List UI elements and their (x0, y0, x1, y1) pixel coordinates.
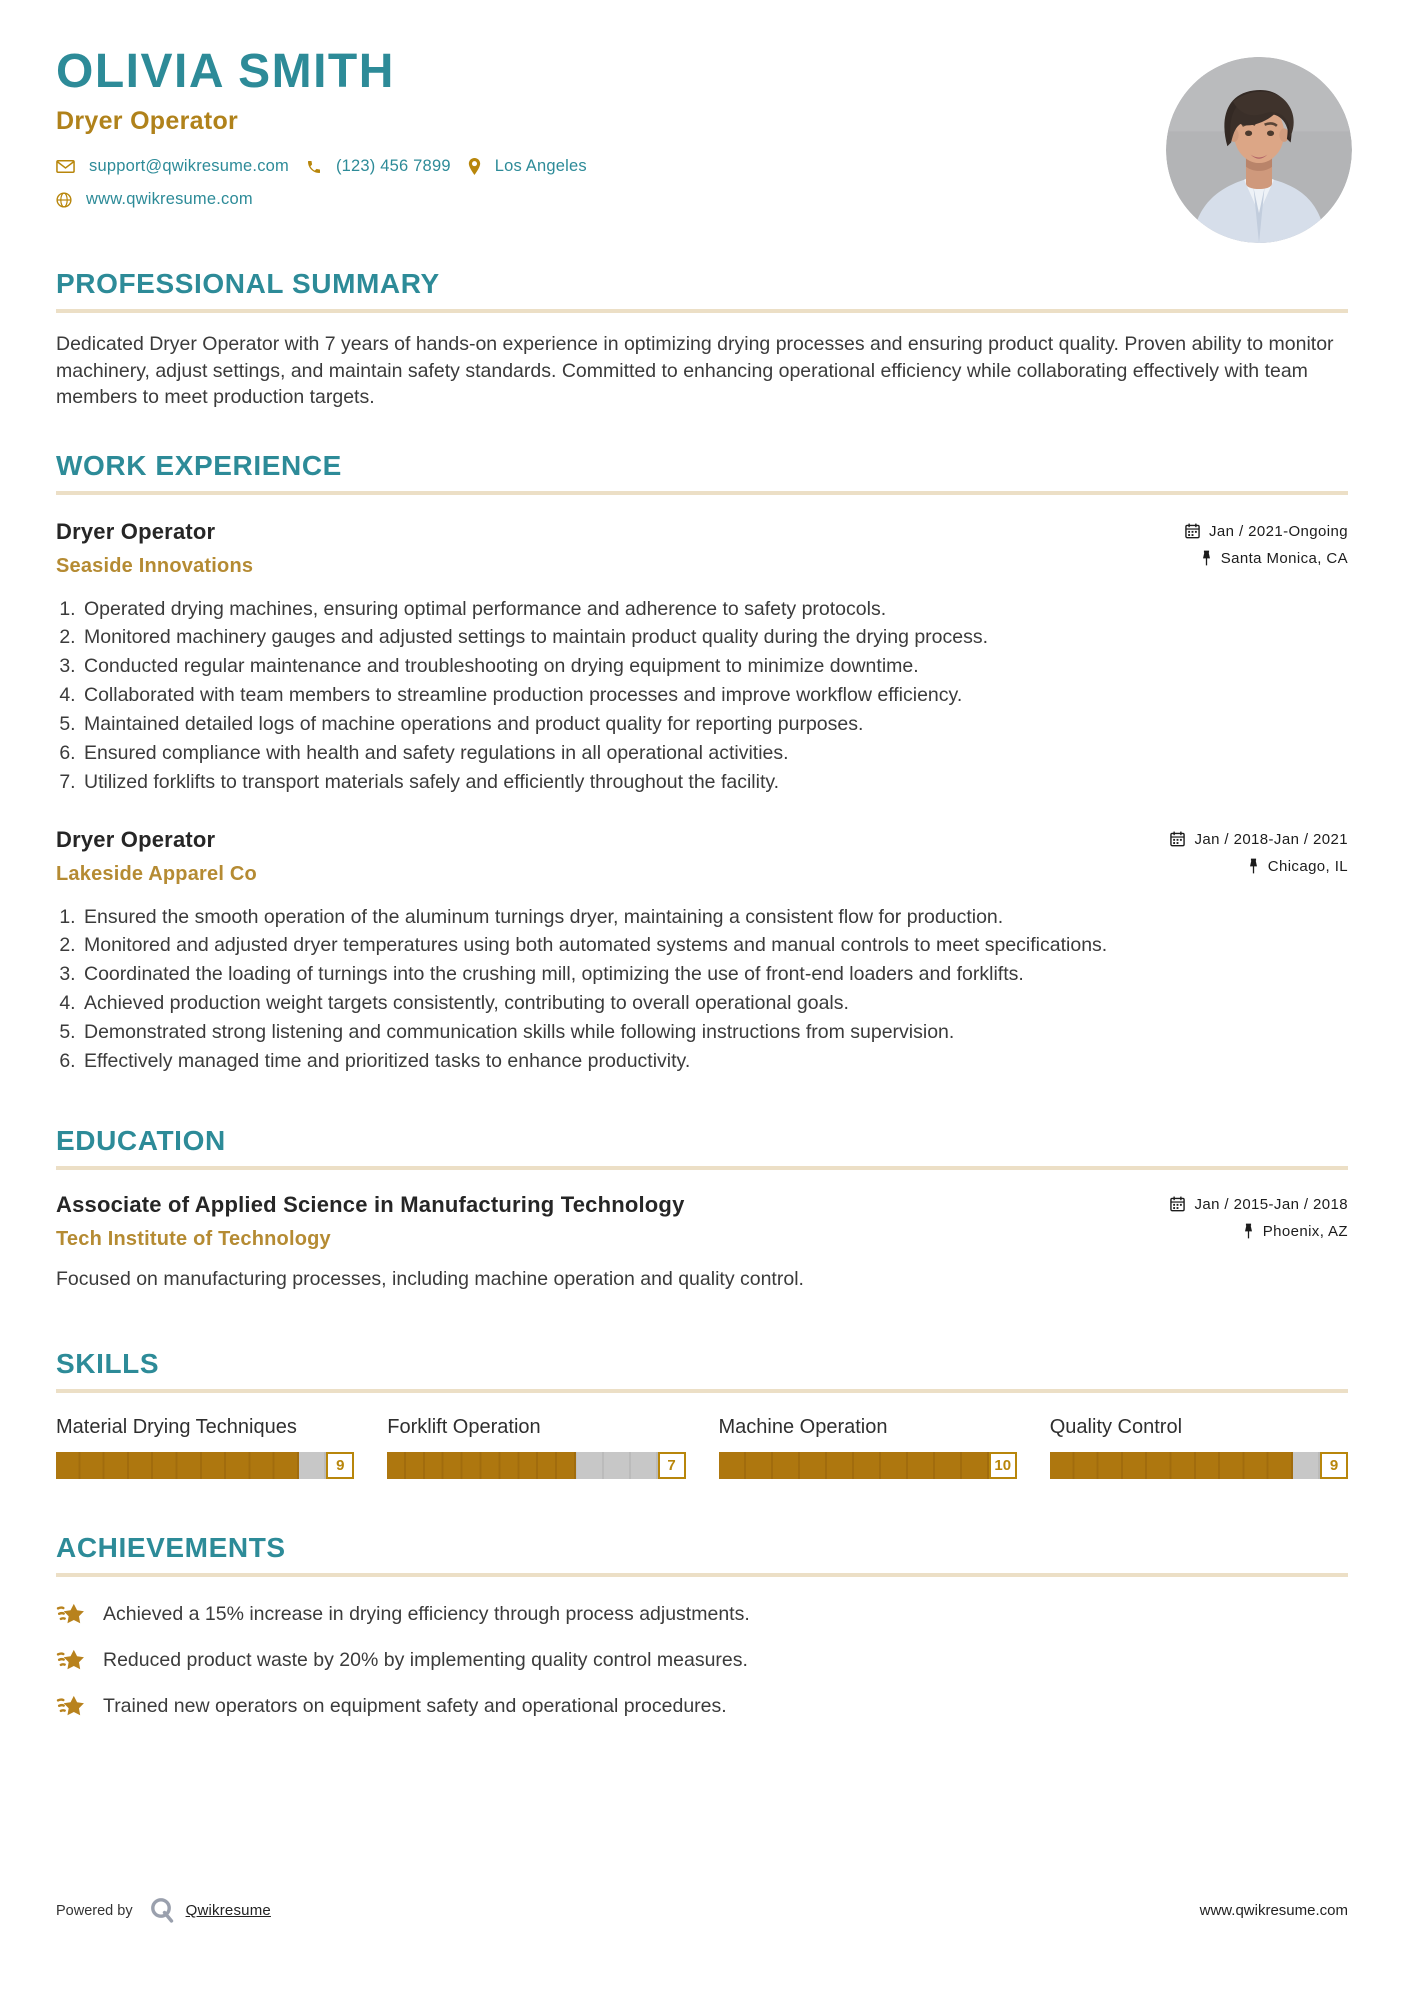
powered-by-label: Powered by (56, 1902, 133, 1919)
degree-title: Associate of Applied Science in Manufacturing Technology (56, 1191, 685, 1217)
section-skills (56, 1347, 1348, 1479)
qwikresume-logo (149, 1897, 176, 1924)
achievement-item: Trained new operators on equipment safety and operational procedures. (56, 1693, 1348, 1720)
section-divider (56, 309, 1348, 313)
header (56, 46, 1348, 209)
skill-bar (719, 1452, 1017, 1479)
section-divider (56, 491, 1348, 495)
achievement-item: Achieved a 15% increase in drying efficiency through process adjustments. (56, 1601, 1348, 1628)
job-bullet: 3. Conducted regular maintenance and troubleshooting on drying equipment to minimize downtime. (81, 652, 1348, 681)
skill-forklift-operation: Forklift Operation 7 (387, 1415, 685, 1479)
job-bullet: 7. Utilized forklifts to transport materials safely and efficiently throughout the facility. (81, 768, 1348, 797)
summary-text: Dedicated Dryer Operator with 7 years of hands-on experience in optimizing drying processes and ensuring product quality. Proven ability to monitor machinery, adjust settings, and maintain safety standards. Committed to enhancing operational efficiency while collaborating effectively with team members to meet production targets. (56, 333, 1334, 409)
job-company: Seaside Innovations (56, 554, 254, 577)
footer-website: www.qwikresume.com (1199, 1902, 1348, 1919)
section-professional-summary (56, 267, 1348, 411)
job-bullet-list (56, 595, 1348, 797)
job-bullet: 5. Demonstrated strong listening and communication skills while following instructions from supervision. (81, 1018, 1348, 1047)
section-education (56, 1124, 1348, 1293)
job-title: Dryer Operator (56, 518, 216, 544)
phone-icon (306, 159, 322, 175)
email-link[interactable]: support@qwikresume.com (89, 157, 289, 175)
skill-score: 10 (989, 1452, 1017, 1479)
phone-number: (123) 456 7899 (335, 157, 451, 175)
job-dates: Jan / 2021-Ongoing (1185, 523, 1348, 540)
skill-bar (1050, 1452, 1348, 1479)
job-bullet: 2. Monitored and adjusted dryer temperatures using both automated systems and manual controls to meet specifications. (81, 931, 1348, 960)
skill-bar (56, 1452, 354, 1479)
job-bullet: 1. Operated drying machines, ensuring optimal performance and adherence to safety protocols. (81, 595, 1348, 624)
star-badge-icon (56, 1601, 86, 1628)
skill-score: 9 (1320, 1452, 1348, 1479)
job-bullet: 4. Achieved production weight targets consistently, contributing to overall operational goals. (81, 989, 1348, 1018)
job-bullet: 6. Effectively managed time and prioritized tasks to enhance productivity. (81, 1047, 1348, 1076)
section-divider (56, 1573, 1348, 1577)
website-link[interactable]: www.qwikresume.com (86, 190, 253, 208)
skill-machine-operation: Machine Operation 10 (719, 1415, 1017, 1479)
location-pin-icon (468, 158, 481, 175)
job-bullet: 3. Coordinated the loading of turnings into the crushing mill, optimizing the use of front-end loaders and forklifts. (81, 960, 1348, 989)
section-divider (56, 1166, 1348, 1170)
summary-heading: PROFESSIONAL SUMMARY (56, 268, 440, 299)
education-heading: EDUCATION (56, 1124, 226, 1156)
calendar-icon (1170, 831, 1185, 847)
star-badge-icon (56, 1693, 86, 1720)
job-company: Lakeside Apparel Co (56, 862, 257, 885)
skill-score: 9 (326, 1452, 354, 1479)
education-location: Phoenix, AZ (1170, 1223, 1348, 1240)
contact-row-1 (56, 157, 1348, 176)
envelope-icon (56, 159, 75, 174)
school-name: Tech Institute of Technology (56, 1227, 331, 1250)
job-bullet: 4. Collaborated with team members to streamline production processes and improve workflow efficiency. (81, 681, 1348, 710)
location-text: Los Angeles (494, 157, 587, 175)
job-location: Chicago, IL (1170, 858, 1348, 875)
calendar-icon (1185, 523, 1200, 539)
footer (56, 1897, 1348, 1924)
job-bullet-list (56, 903, 1348, 1076)
skill-bar (387, 1452, 685, 1479)
contact-row-2 (56, 190, 1348, 209)
contact-phone (306, 157, 451, 176)
star-badge-icon (56, 1647, 86, 1674)
person-name: OLIVIA SMITH (56, 45, 395, 98)
job-bullet: 2. Monitored machinery gauges and adjusted settings to maintain product quality during the drying process. (81, 623, 1348, 652)
skills-grid (56, 1415, 1348, 1479)
globe-icon (56, 192, 72, 208)
section-work-experience (56, 449, 1348, 1076)
education-dates: Jan / 2015-Jan / 2018 (1170, 1196, 1348, 1213)
contact-location (468, 157, 587, 176)
section-divider (56, 1389, 1348, 1393)
contact-email (56, 157, 289, 176)
calendar-icon (1170, 1196, 1185, 1212)
experience-heading: WORK EXPERIENCE (56, 449, 342, 481)
job-entry-2 (56, 827, 1348, 1076)
person-job-title: Dryer Operator (56, 107, 239, 135)
job-bullet: 5. Maintained detailed logs of machine operations and product quality for reporting purposes. (81, 710, 1348, 739)
skills-heading: SKILLS (56, 1348, 160, 1380)
job-bullet: 1. Ensured the smooth operation of the aluminum turnings dryer, maintaining a consistent flow for production. (81, 903, 1348, 932)
contact-website (56, 190, 253, 209)
education-description: Focused on manufacturing processes, including machine operation and quality control. (56, 1267, 804, 1290)
achievements-heading: ACHIEVEMENTS (56, 1532, 286, 1564)
pushpin-icon (1248, 858, 1259, 874)
job-bullet: 6. Ensured compliance with health and safety regulations in all operational activities. (81, 739, 1348, 768)
profile-photo (1166, 57, 1352, 243)
job-title: Dryer Operator (56, 826, 216, 852)
skill-score: 7 (658, 1452, 686, 1479)
job-location: Santa Monica, CA (1185, 550, 1348, 567)
job-entry-1 (56, 519, 1348, 797)
skill-material-drying-techniques: Material Drying Techniques 9 (56, 1415, 354, 1479)
pushpin-icon (1201, 550, 1212, 566)
qwikresume-link[interactable]: Qwikresume (185, 1902, 271, 1919)
skill-quality-control: Quality Control 9 (1050, 1415, 1348, 1479)
job-dates: Jan / 2018-Jan / 2021 (1170, 831, 1348, 848)
pushpin-icon (1243, 1223, 1254, 1239)
section-achievements (56, 1531, 1348, 1720)
achievement-item: Reduced product waste by 20% by implementing quality control measures. (56, 1647, 1348, 1674)
